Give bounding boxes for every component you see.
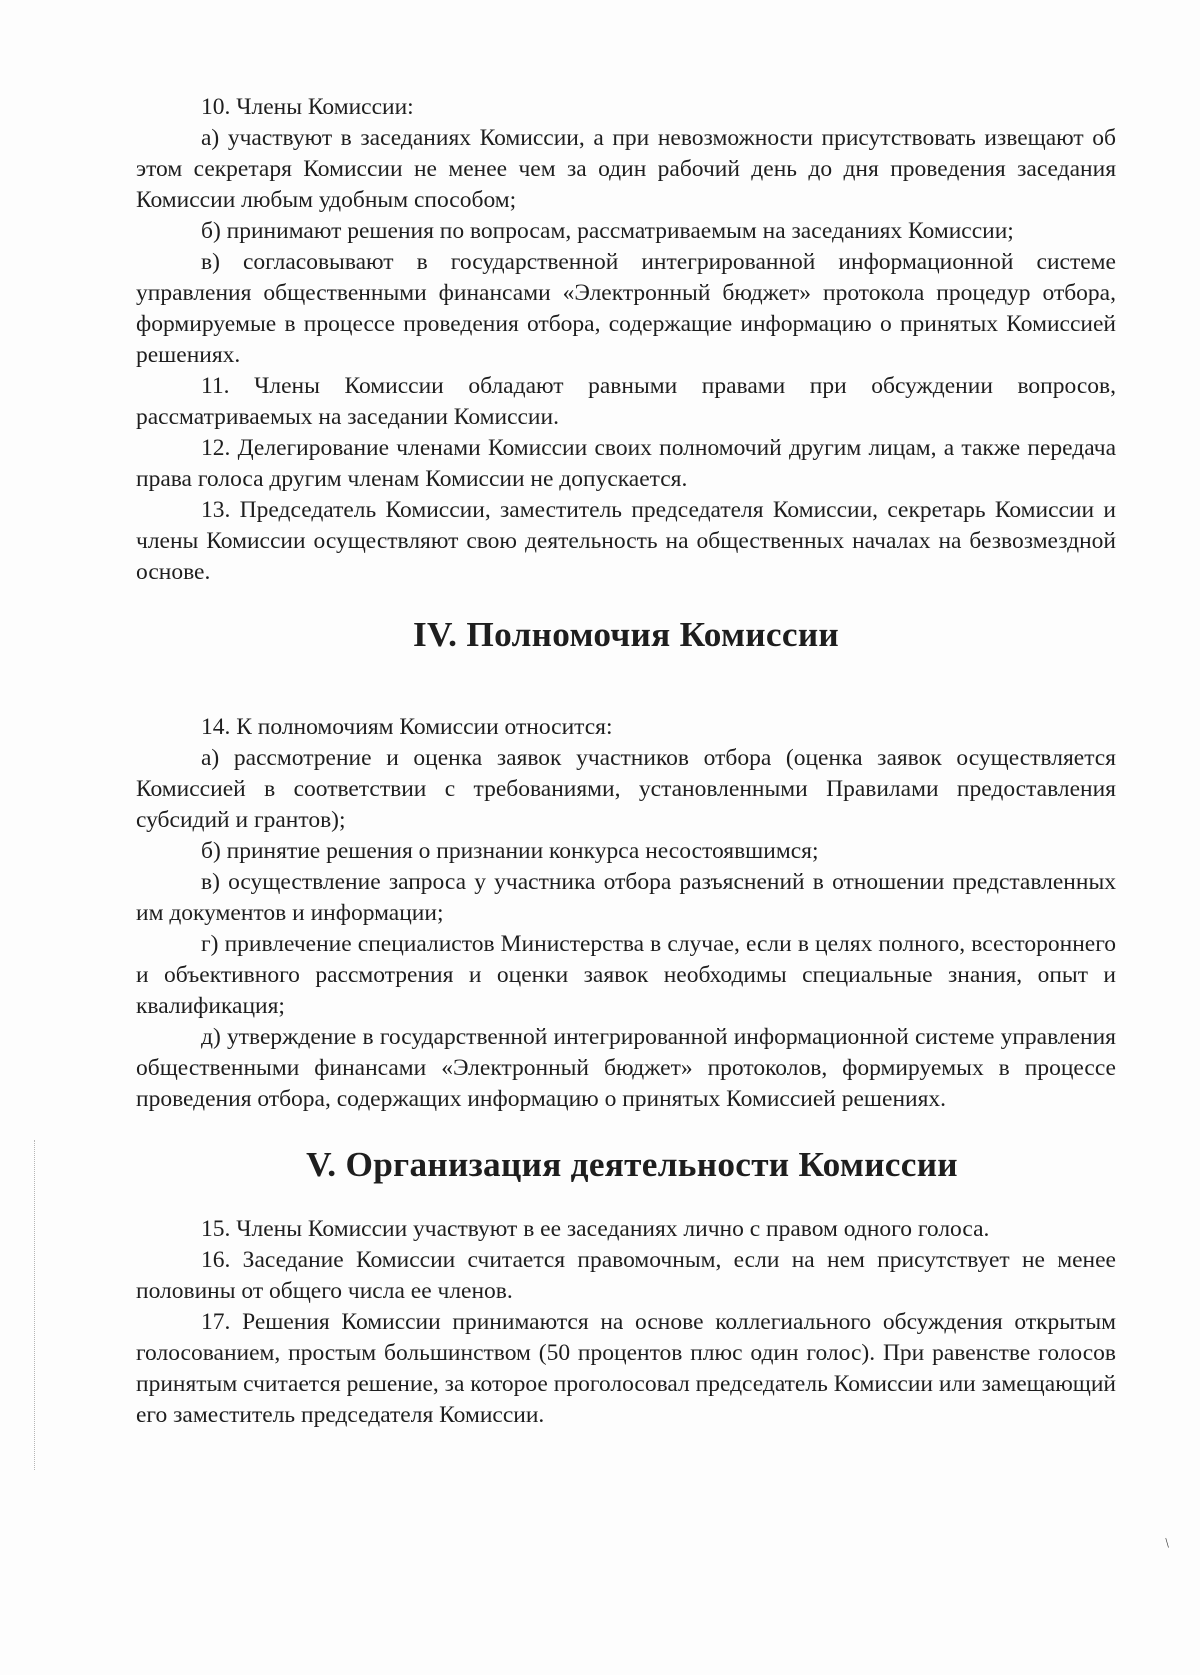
paragraph-15: 15. Члены Комиссии участвуют в ее заседаниях лично с правом одного голоса. — [201, 1216, 990, 1242]
section-iv-heading: IV. Полномочия Комиссии — [412, 615, 840, 654]
paragraph-14-a: а) рассмотрение и оценка заявок участников отбора (оценка заявок осуществляется Комиссией в соответствии с требованиями, установленными Правилами предоставления субсидий и грантов); — [136, 745, 1116, 833]
paragraph-17: 17. Решения Комиссии принимаются на основе коллегиального обсуждения открытым голосованием, простым большинством (50 процентов плюс один голос). При равенстве голосов принятым считается решение, за которое проголосовал председатель Комиссии или замещающий его заместитель председателя Комиссии. — [136, 1309, 1116, 1428]
paragraph-16: 16. Заседание Комиссии считается правомочным, если на нем присутствует не менее половины от общего числа ее членов. — [136, 1247, 1116, 1304]
paragraph-14-b: б) принятие решения о признании конкурса несостоявшимся; — [201, 838, 819, 864]
section-v-heading: V. Организация деятельности Комиссии — [306, 1145, 958, 1184]
paragraph-12: 12. Делегирование членами Комиссии своих полномочий другим лицам, а также передача права голоса другим членам Комиссии не допускается. — [136, 435, 1116, 492]
paragraph-11: 11. Члены Комиссии обладают равными правами при обсуждении вопросов, рассматриваемых на заседании Комиссии. — [136, 373, 1116, 430]
paragraph-10-v: в) согласовывают в государственной интегрированной информационной системе управления общественными финансами «Электронный бюджет» протокола процедур отбора, формируемые в процессе проведения отбора, содержащие информацию о принятых Комиссией решениях. — [136, 249, 1116, 368]
paragraph-10-a: а) участвуют в заседаниях Комиссии, а при невозможности присутствовать извещают об этом секретаря Комиссии не менее чем за один рабочий день до дня проведения заседания Комиссии любым удобным способом; — [136, 125, 1116, 213]
paragraph-14-d: д) утверждение в государственной интегрированной информационной системе управления общественными финансами «Электронный бюджет» протоколов, формируемых в процессе проведения отбора, содержащих информацию о принятых Комиссией решениях. — [136, 1024, 1116, 1112]
scan-corner-mark: / — [1161, 1536, 1174, 1551]
document-body — [136, 92, 1116, 1431]
paragraph-13: 13. Председатель Комиссии, заместитель председателя Комиссии, секретарь Комиссии и члены Комиссии осуществляют свою деятельность на общественных началах на безвозмездной основе. — [136, 497, 1116, 585]
paragraph-10: 10. Члены Комиссии: — [201, 94, 414, 120]
paragraph-14: 14. К полномочиям Комиссии относится: — [201, 714, 613, 740]
paragraph-14-g: г) привлечение специалистов Министерства в случае, если в целях полного, всестороннего и объективного рассмотрения и оценки заявок необходимы специальные знания, опыт и квалификация; — [136, 931, 1116, 1019]
paragraph-10-b: б) принимают решения по вопросам, рассматриваемым на заседаниях Комиссии; — [201, 218, 1014, 244]
paragraph-14-v: в) осуществление запроса у участника отбора разъяснений в отношении представленных им документов и информации; — [136, 869, 1116, 926]
scan-margin-marks — [34, 1140, 37, 1470]
